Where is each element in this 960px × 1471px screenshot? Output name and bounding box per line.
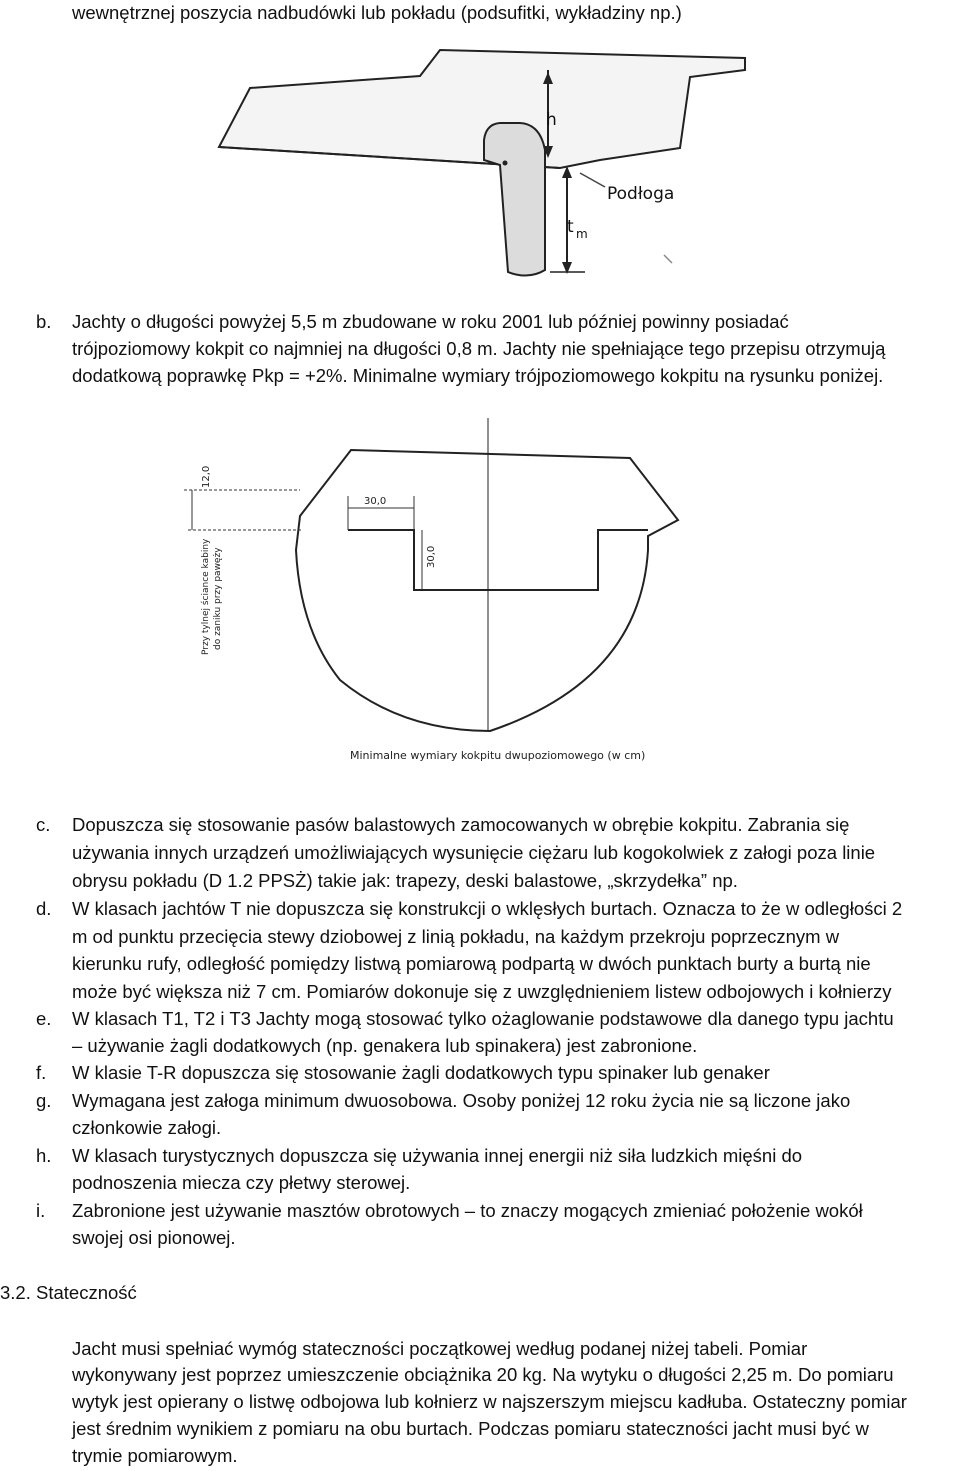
section-line-2: wykonywany jest poprzez umieszczenie obciążnika 20 kg. Na wytyku o długości 2,25 m. Do pomiaru [72, 1364, 894, 1385]
dim-top-label: 12,0 [201, 465, 212, 488]
side-label-2: do zaniku przy pawęży [213, 547, 223, 650]
item-d-line-2: m od punktu przecięcia stewy dziobowej z linią pokładu, na każdym przekroju poprzecznym w [72, 926, 840, 947]
item-f-line-1: W klasie T-R dopuszcza się stosowanie żagli dodatkowych typu spinaker lub genaker [72, 1062, 770, 1083]
item-d-line-3: kierunku rufy, odległość pomiędzy listwą pomiarową podpartą w dwóch punktach burty a burtą nie [72, 953, 871, 974]
item-b-line-1: Jachty o długości powyżej 5,5 m zbudowane w roku 2001 lub później powinny posiadać [72, 311, 789, 332]
label-tm-sub: m [576, 227, 588, 241]
item-i-letter: i. [36, 1200, 46, 1221]
item-h-line-1: W klasach turystycznych dopuszcza się używania innej energii niż siła ludzkich mięśni do [72, 1145, 803, 1166]
item-g-letter: g. [36, 1090, 52, 1111]
section-line-1: Jacht musi spełniać wymóg stateczności początkowej według podanej niżej tabeli. Pomiar [72, 1338, 808, 1359]
item-d-line-4: może być większa niż 7 cm. Pomiarów dokonuje się z uwzględnieniem listew odbojowych i kołnierzy [72, 981, 892, 1002]
hull-outline [219, 50, 745, 168]
item-b-line-3: dodatkową poprawkę Pkp = +2%. Minimalne wymiary trójpoziomowego kokpitu na rysunku poniżej. [72, 365, 884, 386]
section-line-4: jest średnim wynikiem z pomiaru na obu burtach. Podczas pomiaru stateczności jacht musi być w [72, 1418, 869, 1439]
item-e-line-2: – używanie żagli dodatkowych (np. genakera lub spinakera) jest zabronione. [72, 1035, 698, 1056]
item-c-line-3: obrysu pokładu (D 1.2 PPSŻ) takie jak: trapezy, deski balastowe, „skrzydełka” np. [72, 870, 738, 891]
item-i-line-2: swojej osi pionowej. [72, 1227, 236, 1248]
cockpit-diagram [0, 400, 960, 800]
item-i-line-1: Zabronione jest używanie masztów obrotowych – to znaczy mogących zmieniać położenie wokół [72, 1200, 863, 1221]
label-floor: Podłoga [607, 184, 675, 204]
section-heading: 3.2. Stateczność [0, 1282, 137, 1303]
label-h: h [546, 110, 557, 130]
item-g-line-2: członkowie załogi. [72, 1117, 222, 1138]
item-e-letter: e. [36, 1008, 52, 1029]
label-tm: t [567, 217, 574, 237]
keel-block [484, 123, 545, 276]
item-g-line-1: Wymagana jest załoga minimum dwuosobowa. Osoby poniżej 12 roku życia nie są liczone jako [72, 1090, 851, 1111]
dim-depth-label: 30,0 [426, 545, 437, 568]
item-h-letter: h. [36, 1145, 52, 1166]
keel-floor-diagram [0, 0, 960, 300]
item-b-letter: b. [36, 311, 52, 332]
intro-line: wewnętrznej poszycia nadbudówki lub pokładu (podsufitki, wykładziny np.) [72, 2, 682, 23]
side-label-1: Przy tylnej ściance kabiny [201, 538, 211, 655]
item-d-letter: d. [36, 898, 52, 919]
item-c-line-2: używania innych urządzeń umożliwiających wysunięcie ciężaru lub kogokolwiek z załogi poza linie [72, 842, 876, 863]
item-c-letter: c. [36, 814, 51, 835]
cockpit-caption: Minimalne wymiary kokpitu dwupoziomowego (w cm) [350, 749, 646, 762]
item-e-line-1: W klasach T1, T2 i T3 Jachty mogą stosować tylko ożaglowanie podstawowe dla danego typu jachtu [72, 1008, 894, 1029]
item-b-line-2: trójpoziomowy kokpit co najmniej na długości 0,8 m. Jachty nie spełniające tego przepisu otrzymują [72, 338, 886, 359]
section-line-3: wytyk jest opierany o listwę odbojowa lub kołnierz w najszerszym miejscu kadłuba. Ostateczny pomiar [72, 1391, 907, 1412]
item-f-letter: f. [36, 1062, 47, 1083]
item-c-line-1: Dopuszcza się stosowanie pasów balastowych zamocowanych w obrębie kokpitu. Zabrania się [72, 814, 850, 835]
section-line-5: trymie pomiarowym. [72, 1445, 238, 1466]
item-d-line-1: W klasach jachtów T nie dopuszcza się konstrukcji o wklęsłych burtach. Oznacza to że w odległości 2 [72, 898, 903, 919]
dim-width-label: 30,0 [364, 496, 387, 507]
item-h-line-2: podnoszenia miecza czy płetwy sterowej. [72, 1172, 411, 1193]
